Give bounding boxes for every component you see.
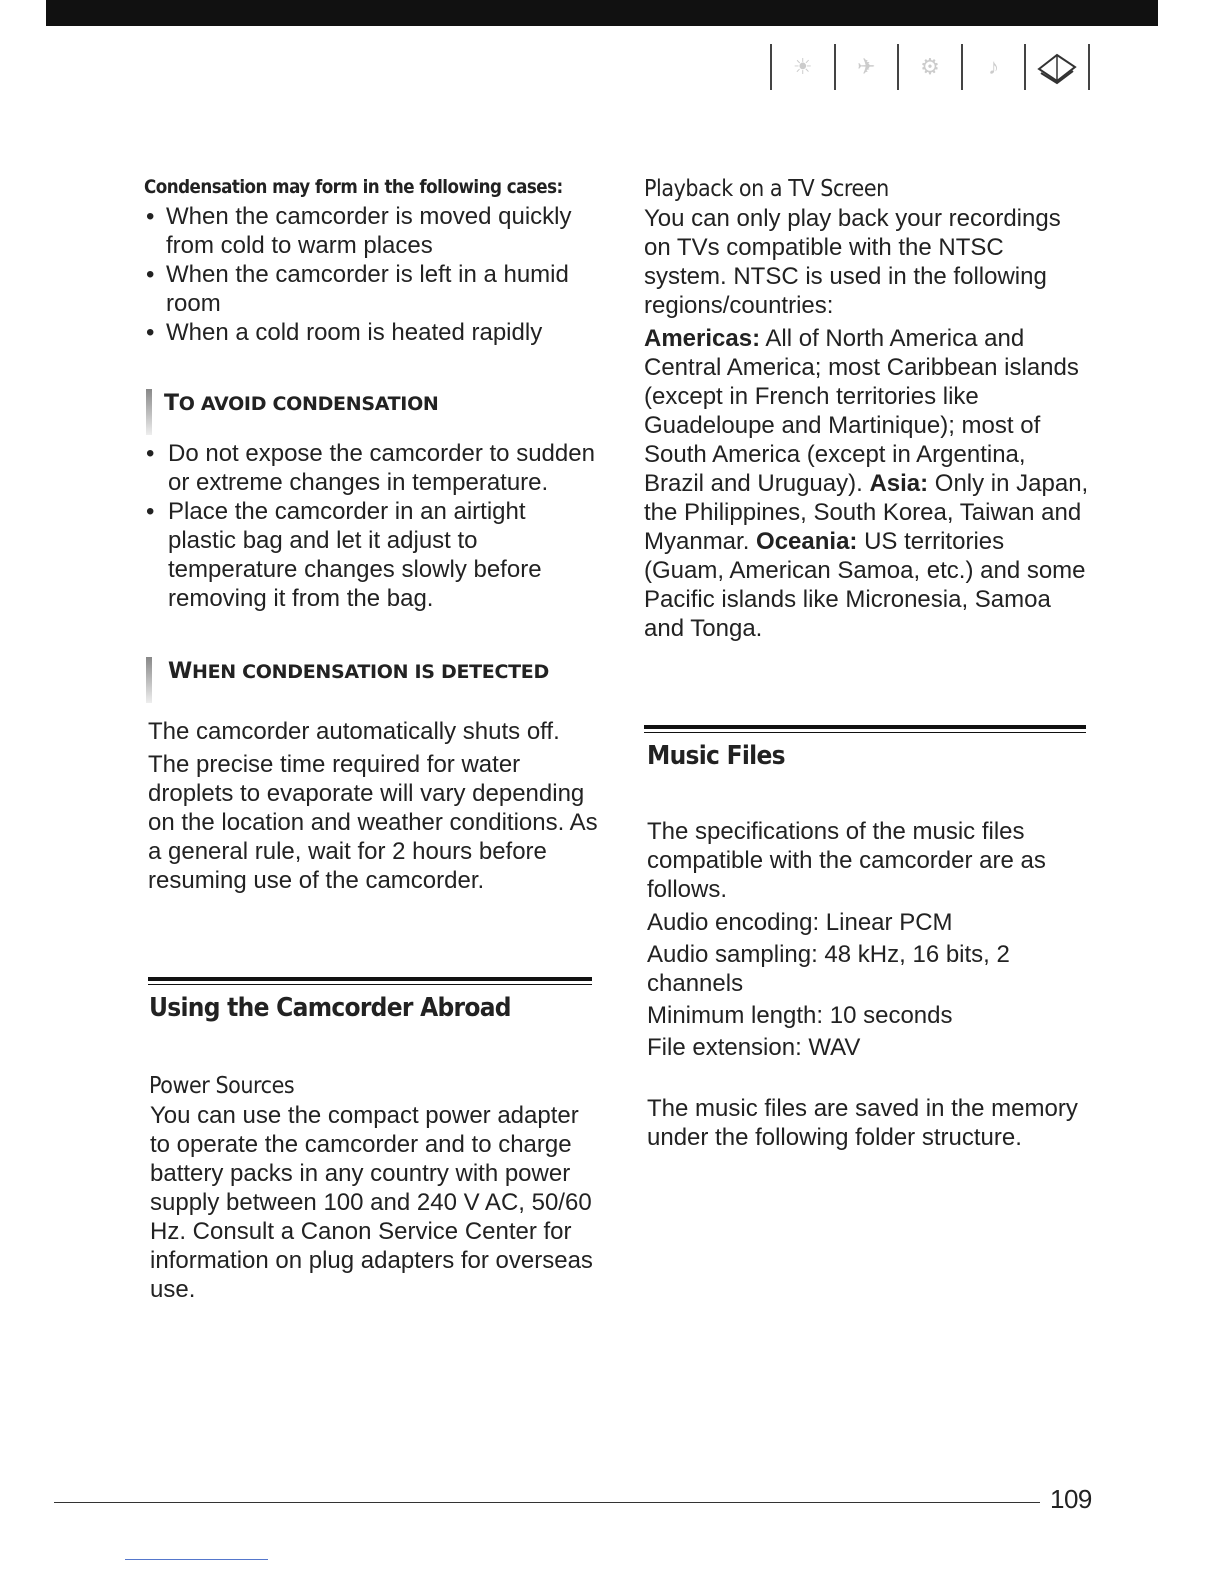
heading-marker	[146, 657, 152, 703]
music-intro: The specifications of the music files compatible with the camcorder are as follows.	[647, 818, 1046, 903]
power-sources-title: Power Sources	[149, 1073, 295, 1099]
list-item: • When a cold room is heated rapidly	[144, 318, 599, 347]
heading-marker	[146, 389, 152, 435]
detected-paragraph-1: The camcorder automatically shuts off.	[148, 718, 560, 745]
list-item: • When the camcorder is left in a humid room	[144, 260, 599, 318]
music-folder-text: The music files are saved in the memory under the following folder structure.	[647, 1095, 1078, 1151]
power-sources-text: You can use the compact power adapter to operate the camcorder and to charge battery packs in any country with power supply between 100 and 240 V AC, 50/60 Hz. Consult a Canon Service Center for information on plug adapters for overseas use.	[150, 1102, 593, 1303]
spec-item: Audio sampling: 48 kHz, 16 bits, 2 channels	[647, 941, 1010, 997]
condensation-detected-heading: WHEN CONDENSATION IS DETECTED	[144, 659, 599, 707]
chapter-tab-1[interactable]	[770, 44, 834, 90]
americas-label: Americas:	[644, 325, 761, 352]
spec-item: File extension: WAV	[647, 1034, 861, 1061]
regions-text: Americas: All of North America and Central America; most Caribbean islands (except in French territories like Guadeloupe and Martinique); most of South America (except in Argentina, Brazil and Uruguay). Asia: Only in Japan, the Philippines, South Korea, Taiwan and Myanmar. Oceania: US territories (Guam, American Samoa, etc.) and some Pacific islands like Micronesia, Samoa and Tonga.	[644, 325, 1089, 642]
chapter-tab-reference[interactable]	[1024, 44, 1090, 90]
condensation-cases-title: Condensation may form in the following cases:	[144, 176, 563, 198]
detected-paragraph-2: The precise time required for water droplets to evaporate will vary depending on the location and weather conditions. As a general rule, wait for 2 hours before resuming use of the camcorder.	[148, 751, 598, 894]
spec-item: Audio encoding: Linear PCM	[647, 909, 953, 936]
section-rule	[644, 725, 1086, 733]
chapter-tabs	[770, 44, 1090, 92]
top-black-bar	[46, 0, 1158, 26]
chapter-tab-2[interactable]	[834, 44, 898, 90]
condensation-cases-list	[144, 202, 599, 347]
gear-icon: ⚙	[920, 54, 940, 79]
footer-rule	[54, 1502, 1040, 1503]
using-abroad-title: Using the Camcorder Abroad	[149, 993, 511, 1023]
list-item: • Do not expose the camcorder to sudden or extreme changes in temperature.	[144, 439, 599, 497]
right-column	[644, 176, 1089, 1152]
list-item: • Place the camcorder in an airtight plastic bag and let it adjust to temperature changes slowly before removing it from the bag.	[144, 497, 599, 613]
playback-tv-text: You can only play back your recordings on TVs compatible with the NTSC system. NTSC is used in the following regions/countries:	[644, 205, 1061, 319]
music-files-title: Music Files	[647, 741, 785, 771]
oceania-label: Oceania:	[756, 528, 858, 555]
section-rule	[148, 977, 592, 985]
avoid-condensation-list	[144, 439, 599, 613]
avoid-condensation-heading: TO AVOID CONDENSATION	[144, 391, 599, 439]
left-column	[144, 176, 599, 1304]
spec-item: Minimum length: 10 seconds	[647, 1002, 953, 1029]
plane-icon: ✈	[857, 54, 876, 79]
bottom-link-line	[125, 1559, 268, 1560]
playback-tv-title: Playback on a TV Screen	[644, 176, 889, 202]
sun-icon: ☀	[792, 54, 813, 79]
music-icon: ♪	[988, 54, 1000, 79]
book-icon	[1035, 49, 1079, 85]
chapter-tab-3[interactable]	[897, 44, 961, 90]
asia-label: Asia:	[869, 470, 929, 497]
list-item: • When the camcorder is moved quickly from cold to warm places	[144, 202, 599, 260]
chapter-tab-4[interactable]	[961, 44, 1025, 90]
page-number: 109	[1050, 1484, 1092, 1514]
